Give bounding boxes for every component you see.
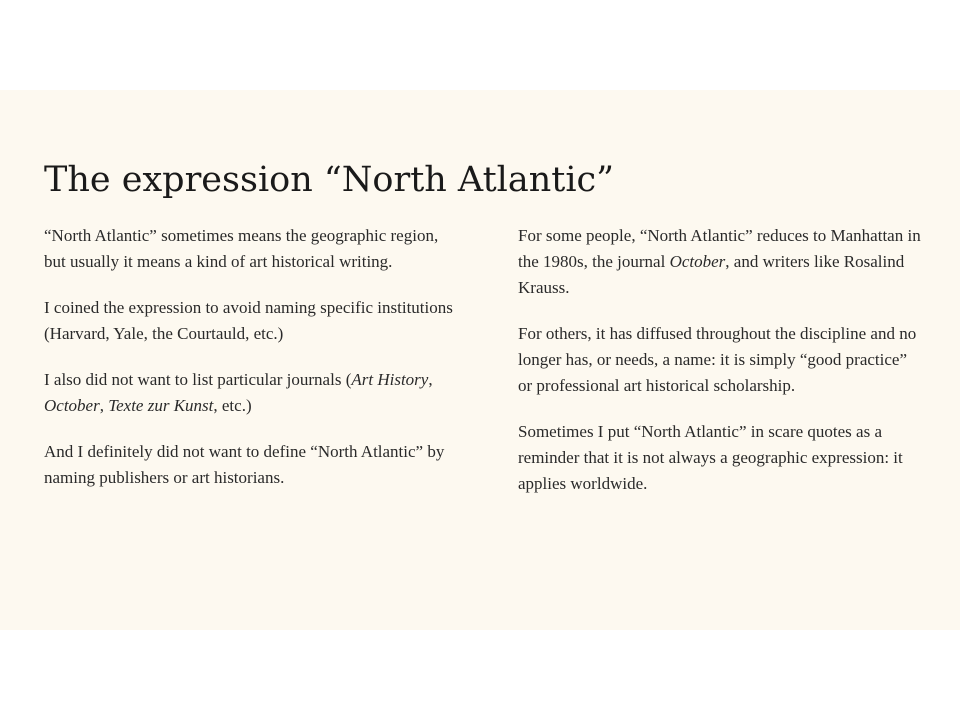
left-paragraph-1: “North Atlantic” sometimes means the geographic region, but usually it means a kind of art historical writing. [44,226,439,271]
right-paragraph-1 [518,223,923,301]
right-paragraph-3: Sometimes I put “North Atlantic” in scare quotes as a reminder that it is not always a geographic expression: it applies worldwide. [518,422,903,493]
p3-text-before: I also did not want to list particular journals ( [44,370,352,389]
left-paragraph-4: And I definitely did not want to define “North Atlantic” by naming publishers or art historians. [44,442,445,487]
p3-separator-1: , [428,370,433,389]
slide [0,90,960,630]
journal-art-history: Art History [351,370,429,389]
journal-october-right: October [669,252,726,271]
left-paragraph-3 [44,367,464,419]
p3-separator-2: , [99,396,109,415]
right-paragraph-2: For others, it has diffused throughout the discipline and no longer has, or needs, a name: it is simply “good practice” or professional art historical scholarship. [518,324,917,395]
right-column [518,223,923,517]
left-column [44,223,464,511]
journal-texte-zur-kunst: Texte zur Kunst [108,396,214,415]
journal-october: October [44,396,100,415]
left-paragraph-2: I coined the expression to avoid naming specific institutions (Harvard, Yale, the Courtauld, etc.) [44,298,453,343]
rp1-text-after: , and writers like Rosalind Krauss. [518,252,905,297]
rp1-text-before: For some people, “North Atlantic” reduces to Manhattan in the 1980s, the journal [518,226,921,271]
slide-title: The expression “North Atlantic” [44,160,615,200]
p3-text-after: , etc.) [213,396,252,415]
